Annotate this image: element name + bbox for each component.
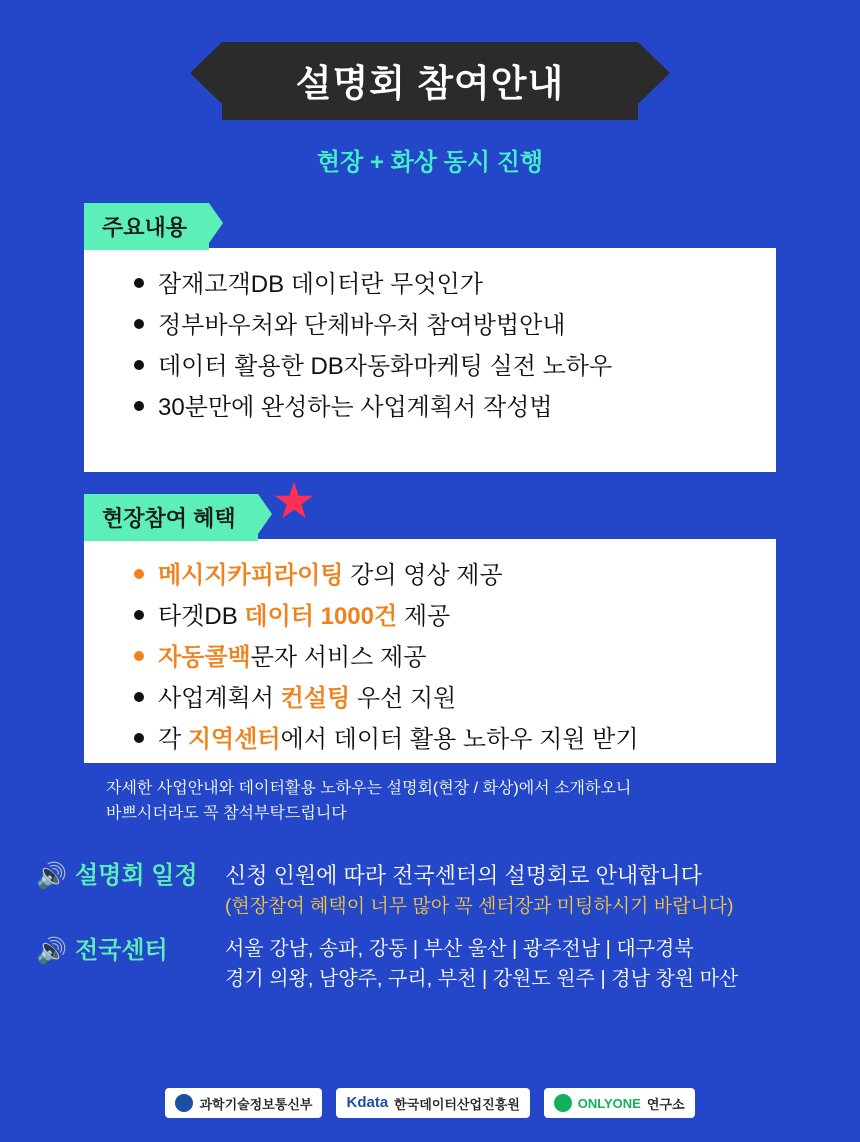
info-body-schedule bbox=[225, 861, 733, 920]
page-title: 설명회 참여안내 bbox=[222, 42, 638, 120]
section-tab-main-content: 주요내용 bbox=[84, 203, 209, 250]
info-block bbox=[35, 861, 825, 996]
list-item-label: 잠재고객DB 데이터란 무엇인가 bbox=[158, 271, 483, 298]
list-item-label: 30분만에 완성하는 사업계획서 작성법 bbox=[158, 394, 553, 421]
bullet-icon bbox=[134, 401, 144, 411]
government-emblem-icon bbox=[175, 1094, 193, 1112]
section-tab-row bbox=[84, 203, 776, 250]
section-body-benefits bbox=[84, 539, 776, 763]
logo-onlyone bbox=[544, 1088, 695, 1118]
section-benefits bbox=[84, 473, 776, 763]
main-content-list bbox=[110, 270, 750, 423]
list-item bbox=[110, 561, 750, 591]
list-item-label: 타겟DB 데이터 1000건 제공 bbox=[158, 603, 451, 630]
speaker-icon: 🔊 bbox=[36, 861, 68, 890]
logo-government-label: 과학기술정보통신부 bbox=[199, 1096, 313, 1112]
list-item bbox=[110, 602, 750, 632]
schedule-main: 신청 인원에 따라 전국센터의 설명회로 안내합니다 bbox=[225, 862, 702, 888]
speaker-icon: 🔊 bbox=[36, 936, 68, 965]
list-item-label: 데이터 활용한 DB자동화마케팅 실전 노하우 bbox=[158, 353, 613, 380]
list-item bbox=[110, 311, 750, 341]
bullet-icon bbox=[134, 733, 144, 743]
list-item bbox=[110, 725, 750, 755]
list-item bbox=[110, 270, 750, 300]
info-body-centers bbox=[225, 936, 738, 996]
benefits-list bbox=[110, 561, 750, 755]
bullet-icon bbox=[134, 651, 144, 661]
kdata-icon: Kdata bbox=[346, 1094, 389, 1111]
logo-kdata-label: 한국데이터산업진흥원 bbox=[394, 1096, 520, 1112]
info-row-schedule bbox=[35, 861, 825, 920]
list-item bbox=[110, 684, 750, 714]
note-text bbox=[84, 777, 776, 827]
bullet-icon bbox=[134, 278, 144, 288]
poster-page bbox=[0, 42, 860, 1142]
note-line-1: 자세한 사업안내와 데이터활용 노하우는 설명회(현장 / 화상)에서 소개하오니 bbox=[106, 780, 632, 797]
list-item bbox=[110, 393, 750, 423]
list-item bbox=[110, 352, 750, 382]
bullet-icon bbox=[134, 569, 144, 579]
centers-line-1: 서울 강남, 송파, 강동 | 부산 울산 | 광주전남 | 대구경북 bbox=[225, 937, 694, 960]
bullet-icon bbox=[134, 692, 144, 702]
list-item-label: 자동콜백문자 서비스 제공 bbox=[158, 644, 427, 671]
title-banner-wrapper bbox=[0, 42, 860, 120]
logo-government bbox=[165, 1088, 322, 1118]
centers-line-2: 경기 의왕, 남양주, 구리, 부천 | 강원도 원주 | 경남 창원 마산 bbox=[225, 967, 739, 990]
section-body-main-content bbox=[84, 248, 776, 472]
info-row-centers bbox=[35, 936, 825, 996]
page-subtitle: 현장 + 화상 동시 진행 bbox=[316, 149, 544, 176]
schedule-sub: (현장참여 혜택이 너무 많아 꼭 센터장과 미팅하시기 바랍니다) bbox=[225, 896, 734, 918]
star-icon: ★ bbox=[271, 473, 317, 529]
onlyone-icon bbox=[554, 1094, 572, 1112]
bullet-icon bbox=[134, 319, 144, 329]
list-item bbox=[110, 643, 750, 673]
info-label-schedule: 설명회 일정 bbox=[75, 861, 198, 889]
logo-kdata bbox=[336, 1088, 529, 1118]
list-item-label: 각 지역센터에서 데이터 활용 노하우 지원 받기 bbox=[158, 726, 639, 753]
list-item-label: 사업계획서 컨설팅 우선 지원 bbox=[158, 685, 457, 712]
logo-onlyone-label: 연구소 bbox=[646, 1096, 685, 1112]
logo-strip bbox=[0, 1088, 860, 1118]
section-main-content bbox=[84, 203, 776, 472]
note-line-2: 바쁘시더라도 꼭 참석부탁드립니다 bbox=[106, 804, 347, 822]
info-label-centers: 전국센터 bbox=[75, 936, 168, 964]
section-tab-row bbox=[84, 473, 776, 541]
list-item-label: 정부바우처와 단체바우처 참여방법안내 bbox=[158, 312, 566, 339]
section-tab-benefits: 현장참여 혜택 bbox=[84, 494, 258, 541]
bullet-icon bbox=[134, 360, 144, 370]
bullet-icon bbox=[134, 610, 144, 620]
logo-onlyone-prefix: ONLYONE bbox=[577, 1095, 641, 1111]
list-item-label: 메시지카피라이팅 강의 영상 제공 bbox=[158, 562, 503, 589]
